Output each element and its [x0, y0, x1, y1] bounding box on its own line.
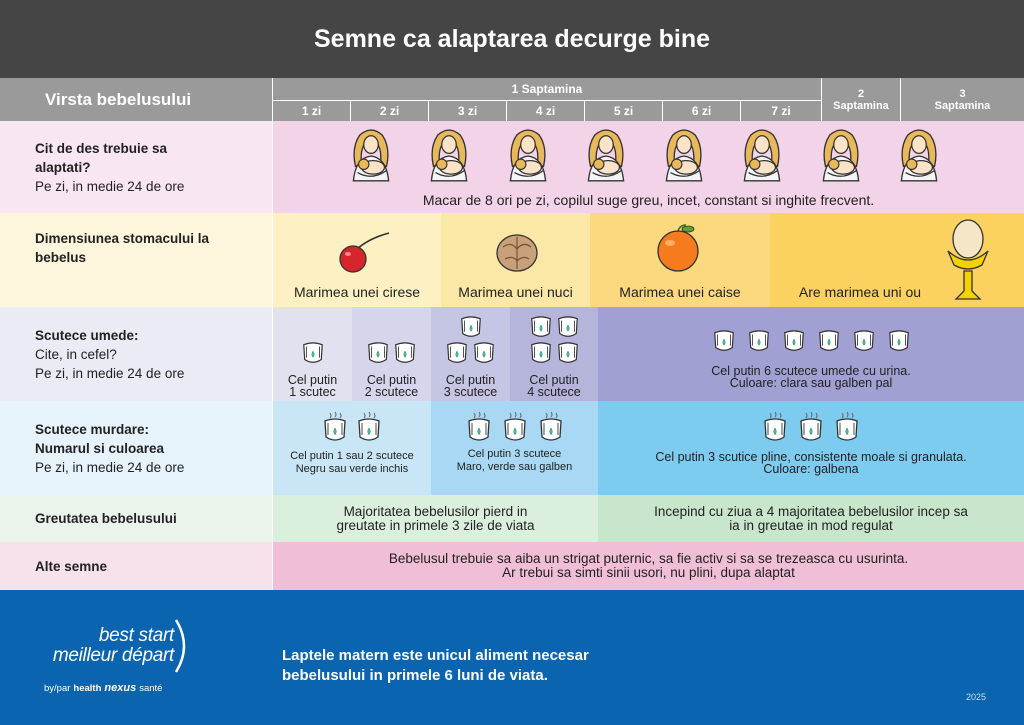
week3-header: 3 Saptamina — [901, 78, 1024, 121]
wet-label-2: Cel putin 2 scutece — [364, 373, 419, 399]
breastfeeding-icon — [658, 127, 710, 185]
other-row-label: Alte semne — [0, 542, 272, 590]
breastfeeding-icon — [345, 127, 397, 185]
breastfeeding-icon — [423, 127, 475, 185]
weight-cell-later: Incepind cu ziua a 4 majoritatea bebelusilor incep sa ia in greutae in mod regulat — [598, 495, 1024, 542]
wet-cell-2 — [352, 307, 431, 401]
wet-diaper-icon — [556, 341, 580, 365]
wet-diaper-icon — [445, 341, 469, 365]
week2-header: 2 Saptamina — [822, 78, 900, 121]
wet-diaper-icon — [393, 341, 417, 365]
wet-diaper-icon — [887, 329, 911, 353]
wet-diaper-icon — [782, 329, 806, 353]
stomach-label-cherry: Marimea unei cirese — [293, 284, 421, 300]
byline: by/par health nexus santé — [44, 682, 163, 694]
weight-row-label: Greutatea bebelusului — [0, 495, 272, 542]
breastfeeding-icon — [580, 127, 632, 185]
logo: best start meilleur départ — [52, 625, 174, 666]
wet-cell-3 — [431, 307, 510, 401]
dirty-diaper-icon — [799, 411, 823, 443]
wet-label-week: Cel putin 6 scutece umede cu urina. Culoare: clara sau galben pal — [711, 364, 911, 390]
dirty-label-days12: Cel putin 1 sau 2 scutece Negru sau verde inchis — [290, 450, 414, 475]
dirty-diaper-icon — [467, 411, 491, 443]
wet-cell-4 — [510, 307, 598, 401]
wet-label-1: Cel putin 1 scutec — [287, 373, 338, 399]
stomach-cell-apricot — [590, 213, 770, 307]
dirty-cell-days34 — [431, 401, 598, 495]
wet-diaper-icon — [459, 315, 483, 339]
feeding-row-label: Cit de des trebuie sa alaptati? Pe zi, in medie 24 de ore — [0, 121, 272, 213]
walnut-icon — [493, 227, 541, 277]
dirty-diaper-icon — [835, 411, 859, 443]
stomach-cell-walnut — [441, 213, 590, 307]
wet-diaper-icon — [817, 329, 841, 353]
stomach-label-walnut: Marimea unei nuci — [458, 284, 573, 300]
day-header: 2 zi — [351, 100, 428, 121]
dirty-row-label: Scutece murdare: Numarul si culoarea Pe zi, in medie 24 de ore — [0, 401, 272, 495]
breastfeeding-icon — [815, 127, 867, 185]
weight-cell-early: Majoritatea bebelusilor pierd in greutate in primele 3 zile de viata — [273, 495, 598, 542]
page-title: Semne ca alaptarea decurge bine — [0, 0, 1024, 78]
dirty-diaper-icon — [323, 411, 347, 443]
wet-cell-1 — [273, 307, 352, 401]
stomach-row-label: Dimensiunea stomacului la bebelus — [0, 213, 272, 307]
stomach-cell-cherry — [273, 213, 441, 307]
year: 2025 — [966, 692, 987, 702]
wet-row-label: Scutece umede: Cite, in cefel? Pe zi, in medie 24 de ore — [0, 307, 272, 401]
dirty-label-week: Cel putin 3 scutice pline, consistente moale si granulata. Culoare: galbena — [655, 450, 967, 476]
breastfeeding-icon — [502, 127, 554, 185]
wet-diaper-icon — [556, 315, 580, 339]
week1-header: 1 Saptamina — [273, 78, 821, 100]
stomach-cell-egg — [770, 213, 1024, 307]
day-header: 1 zi — [273, 100, 350, 121]
dirty-diaper-icon — [539, 411, 563, 443]
apricot-icon — [654, 223, 702, 275]
footer-message: Laptele matern este unicul aliment necesar bebelusului in primele 6 luni de viata. — [282, 647, 589, 684]
wet-diaper-icon — [747, 329, 771, 353]
feeding-row — [273, 121, 1024, 213]
stomach-label-apricot: Marimea unei caise — [619, 284, 741, 300]
dirty-diaper-icon — [763, 411, 787, 443]
footer — [0, 590, 1024, 725]
feeding-icons — [345, 127, 945, 189]
dirty-label-days34: Cel putin 3 scutece Maro, verde sau galben — [456, 448, 573, 473]
wet-cell-week — [598, 307, 1024, 401]
other-cell: Bebelusul trebuie sa aiba un strigat puternic, sa fie activ si sa se trezeasca cu usurinta. Ar trebui sa simti sinii usori, nu plini, dupa alaptat — [273, 542, 1024, 590]
logo-bracket-icon — [172, 618, 194, 674]
feeding-text: Macar de 8 ori pe zi, copilul suge greu, incet, constant si inghite frecvent. — [422, 192, 875, 208]
wet-label-4: Cel putin 4 scutece — [527, 373, 581, 399]
day-header: 4 zi — [507, 100, 584, 121]
wet-diaper-icon — [712, 329, 736, 353]
breastfeeding-icon — [893, 127, 945, 185]
day-header: 6 zi — [663, 100, 740, 121]
wet-diaper-icon — [472, 341, 496, 365]
wet-diaper-icon — [529, 341, 553, 365]
day-header: 5 zi — [585, 100, 662, 121]
dirty-cell-days12 — [273, 401, 431, 495]
breastfeeding-icon — [736, 127, 788, 185]
day-header: 3 zi — [429, 100, 506, 121]
wet-diaper-icon — [366, 341, 390, 365]
dirty-diaper-icon — [357, 411, 381, 443]
dirty-diaper-icon — [503, 411, 527, 443]
stomach-label-egg: Are marimea uni ou — [798, 284, 922, 300]
wet-diaper-icon — [301, 341, 325, 365]
cherry-icon — [337, 229, 393, 277]
wet-diaper-icon — [852, 329, 876, 353]
wet-diaper-icon — [529, 315, 553, 339]
age-header: Virsta bebelusului — [0, 78, 272, 121]
dirty-cell-week — [598, 401, 1024, 495]
day-header: 7 zi — [741, 100, 821, 121]
wet-label-3: Cel putin 3 scutece — [443, 373, 498, 399]
